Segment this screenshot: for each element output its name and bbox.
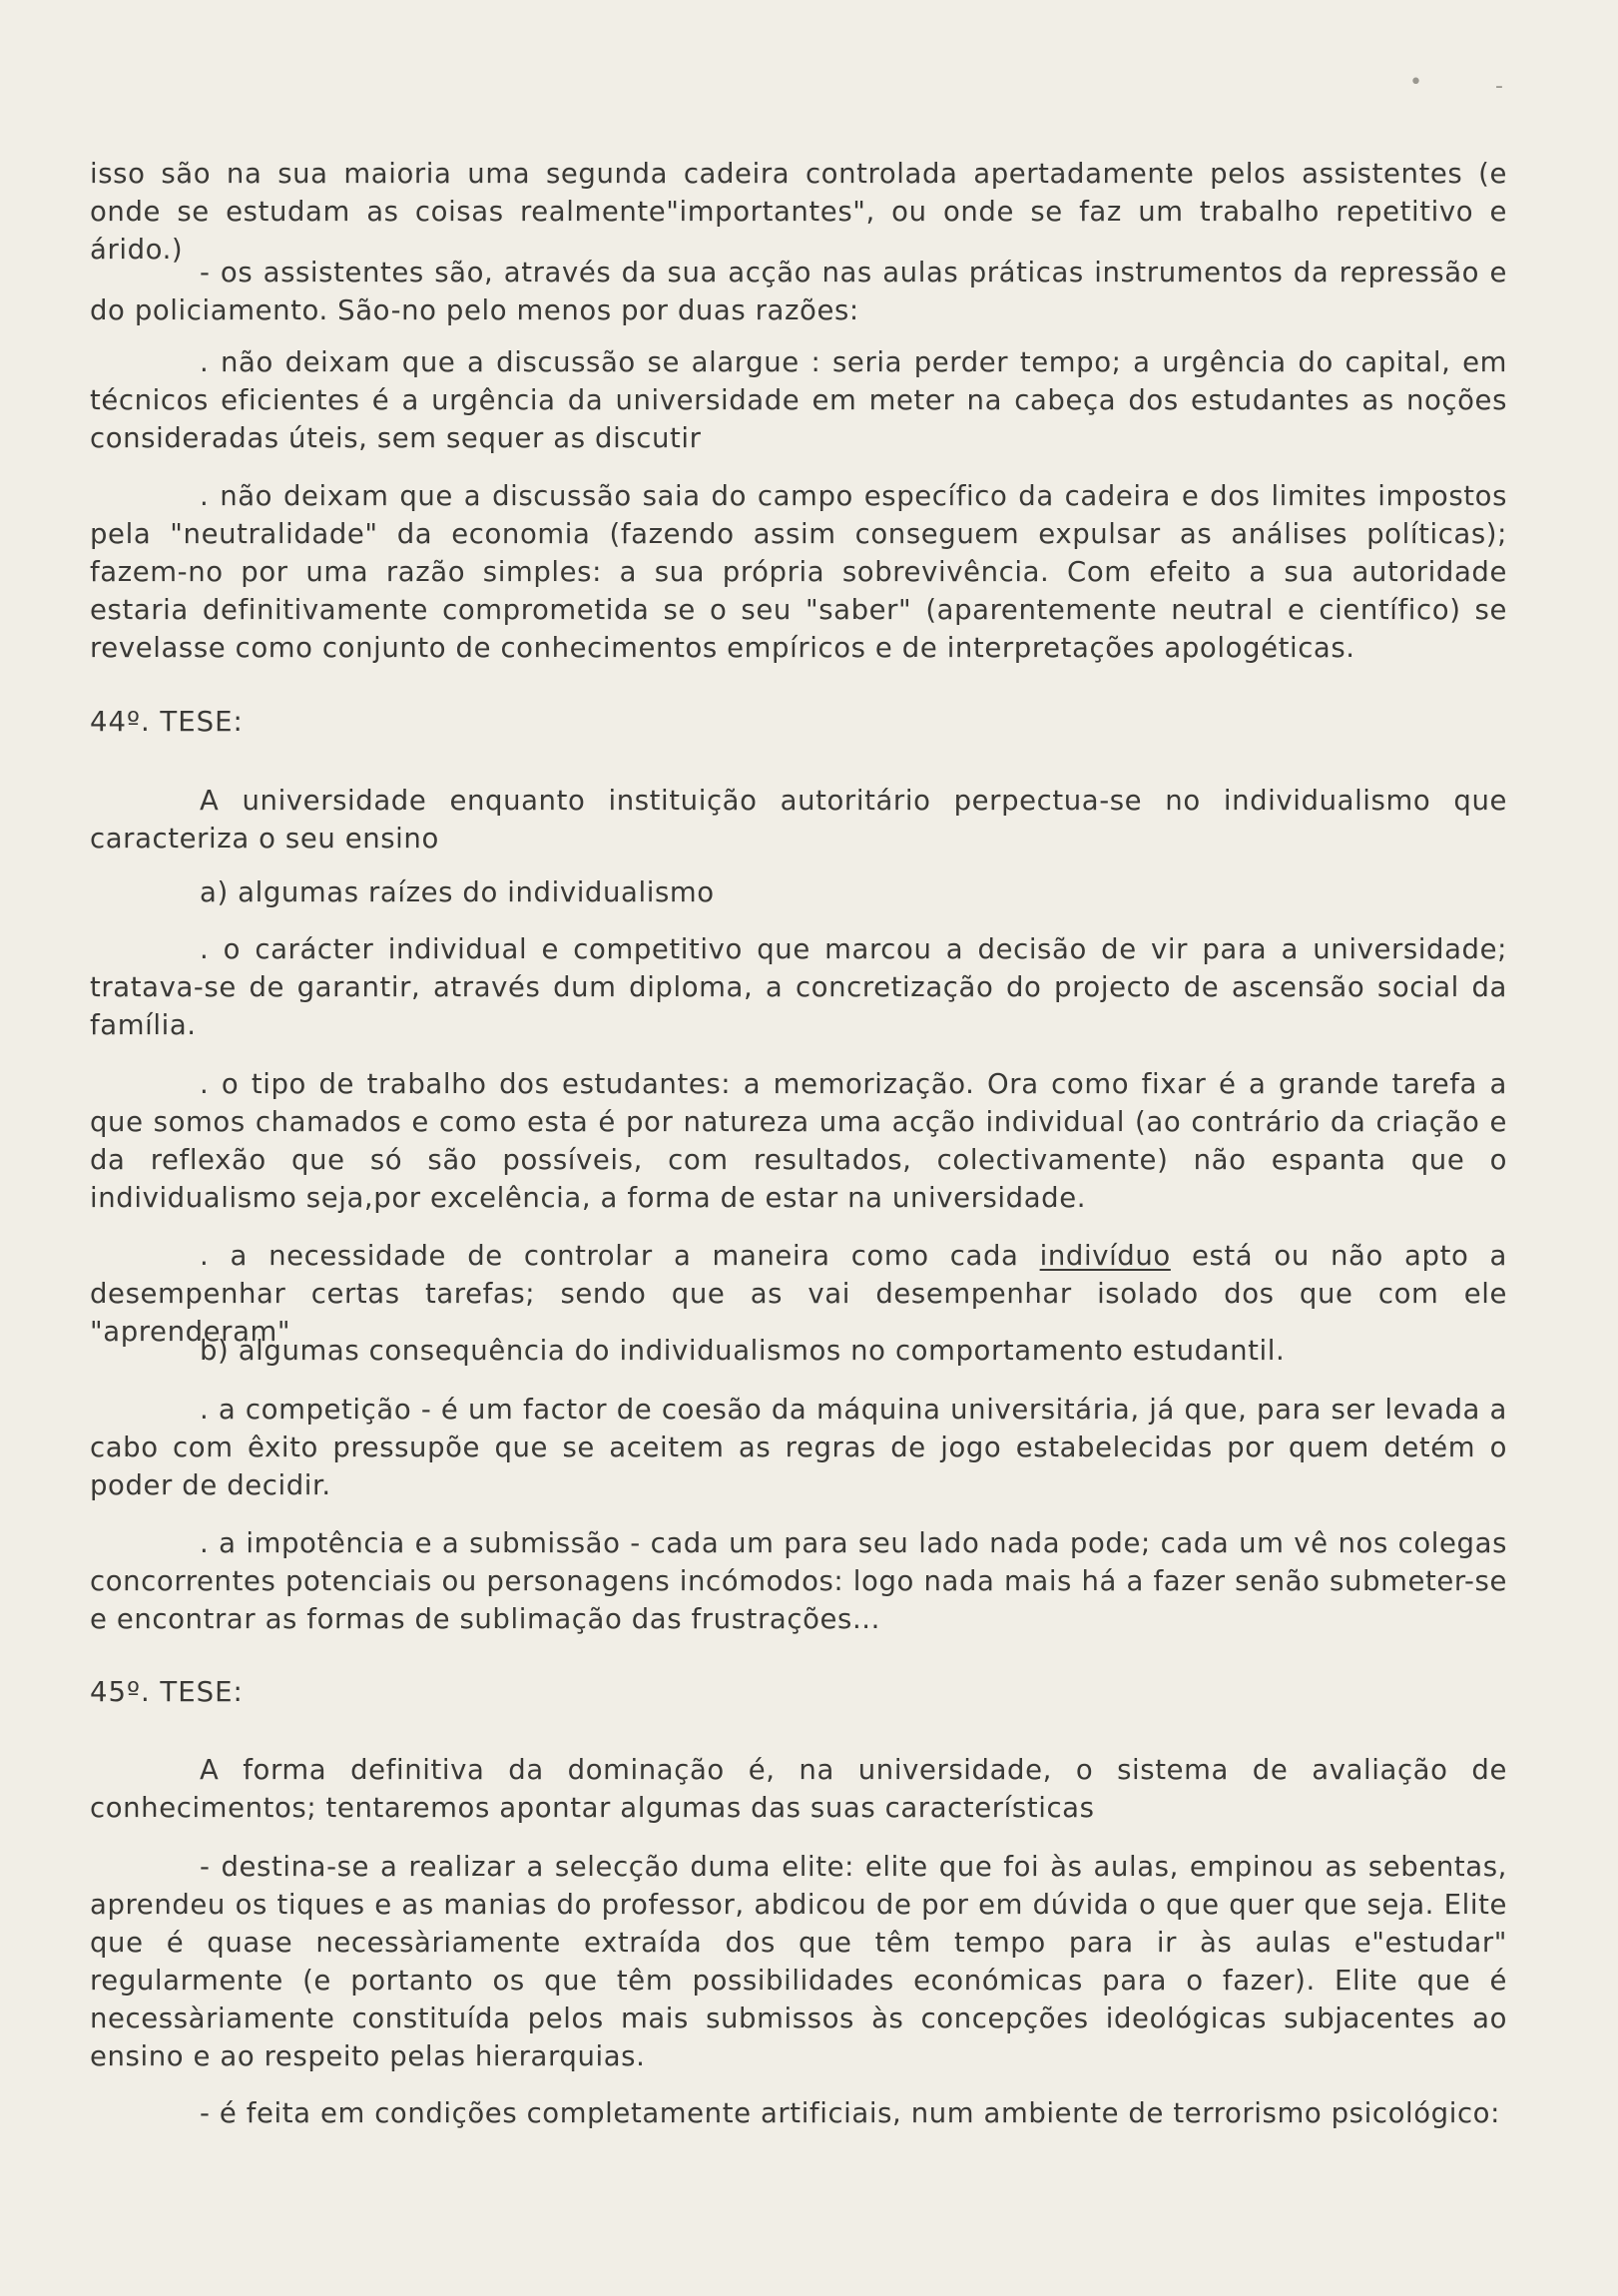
paragraph: - é feita em condições completamente artificiais, num ambiente de terrorismo psicológico: xyxy=(200,2097,1500,2129)
paragraph: - destina-se a realizar a selecção duma elite: elite que foi às aulas, empinou as sebentas, aprendeu os tiques e as manias do professor, abdicou de por em dúvida o que quer que seja. Elite que é quase necessàriamente extraída dos que têm tempo para ir às aulas e"estudar" regularmente (e portanto os que têm possibilidades económicas para o fazer). Elite que é necessàriamente constituída pelos mais submissos às concepções ideológicas subjacentes ao ensino e ao respeito pelas hierarquias. xyxy=(90,1851,1507,2072)
paragraph: A universidade enquanto instituição autoritário perpectua-se no individualismo que caracteriza o seu ensino xyxy=(90,785,1507,855)
paragraph: isso são na sua maioria uma segunda cadeira controlada apertadamente pelos assistentes (e onde se estudam as coisas realmente"importantes", ou onde se faz um trabalho repetitivo e árido.) xyxy=(90,158,1507,266)
page-mark: - xyxy=(1495,74,1504,99)
paragraph-text: . a necessidade de controlar a maneira como cada xyxy=(200,1240,1040,1272)
paragraph: - os assistentes são, através da sua acção nas aulas práticas instrumentos da repressão e do policiamento. São-no pelo menos por duas razões: xyxy=(90,257,1507,326)
subheading: b) algumas consequência do individualismos no comportamento estudantil. xyxy=(200,1335,1286,1367)
thesis-heading: 44º. TESE: xyxy=(90,706,244,738)
thesis-heading: 45º. TESE: xyxy=(90,1676,244,1708)
paragraph: A forma definitiva da dominação é, na universidade, o sistema de avaliação de conhecimentos; tentaremos apontar algumas das suas características xyxy=(90,1754,1507,1824)
paragraph: . o tipo de trabalho dos estudantes: a memorização. Ora como fixar é a grande tarefa a que somos chamados e como esta é por natureza uma acção individual (ao contrário da criação e da reflexão que só são possíveis, com resultados, colectivamente) não espanta que o individualismo seja,por excelência, a forma de estar na universidade. xyxy=(90,1068,1507,1214)
subheading: a) algumas raízes do individualismo xyxy=(200,876,715,908)
paragraph-text: está ou não apto a desempenhar certas tarefas; sendo que as vai desempenhar isolado dos que com ele "aprenderam" xyxy=(90,1240,1507,1348)
page-mark: • xyxy=(1409,70,1423,95)
paragraph: . a competição - é um factor de coesão da máquina universitária, já que, para ser levada a cabo com êxito pressupõe que se aceitem as regras de jogo estabelecidas por quem detém o poder de decidir. xyxy=(90,1394,1507,1501)
paragraph: . a impotência e a submissão - cada um para seu lado nada pode; cada um vê nos colegas concorrentes potenciais ou personagens incómodos: logo nada mais há a fazer senão submeter-se e encontrar as formas de sublimação das frustrações... xyxy=(90,1527,1507,1635)
underlined-word: indivíduo xyxy=(1039,1240,1171,1272)
paragraph: . não deixam que a discussão se alargue : seria perder tempo; a urgência do capital, em técnicos eficientes é a urgência da universidade em meter na cabeça dos estudantes as noções consideradas úteis, sem sequer as discutir xyxy=(90,346,1507,454)
paragraph: . não deixam que a discussão saia do campo específico da cadeira e dos limites impostos pela "neutralidade" da economia (fazendo assim conseguem expulsar as análises políticas); fazem-no por uma razão simples: a sua própria sobrevivência. Com efeito a sua autoridade estaria definitivamente comprometida se o seu "saber" (aparentemente neutral e científico) se revelasse como conjunto de conhecimentos empíricos e de interpretações apologéticas. xyxy=(90,480,1507,664)
paragraph: . o carácter individual e competitivo que marcou a decisão de vir para a universidade; tratava-se de garantir, através dum diploma, a concretização do projecto de ascensão social da família. xyxy=(90,933,1507,1041)
